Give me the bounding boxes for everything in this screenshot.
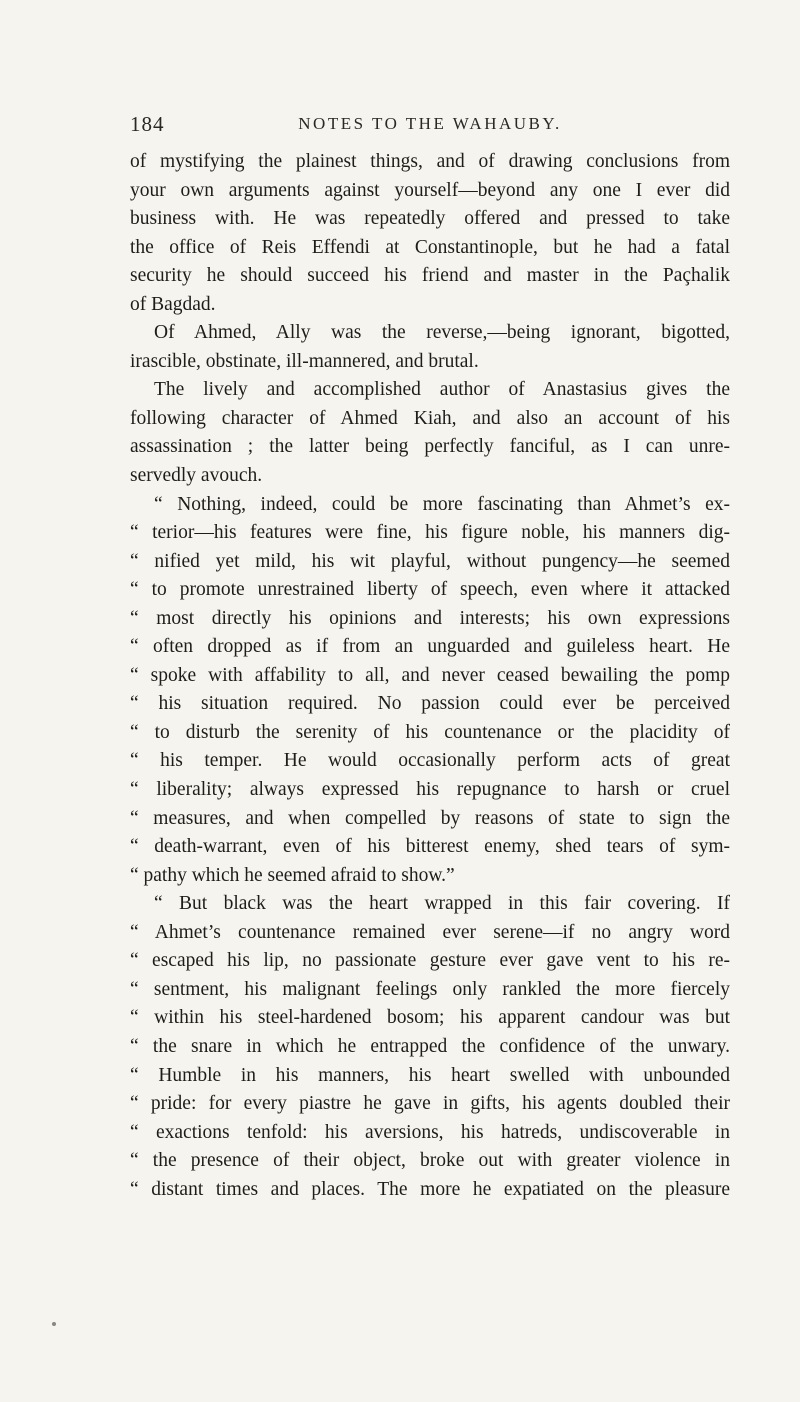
text-line: following character of Ahmed Kiah, and also an account of his [130,407,730,429]
text-line: “ nified yet mild, his wit playful, without pungency—he seemed [130,550,730,572]
text-line: “ most directly his opinions and interests; his own expressions [130,607,730,629]
text-line: business with. He was repeatedly offered and pressed to take [130,208,730,230]
text-line: “ his temper. He would occasionally perform acts of great [130,750,730,772]
text-line: “ Nothing, indeed, could be more fascinating than Ahmet’s ex- [154,493,730,515]
text-line: “ the presence of their object, broke out with greater violence in [130,1150,730,1172]
text-line: “ to disturb the serenity of his countenance or the placidity of [130,721,730,743]
text-line: “ Humble in his manners, his heart swelled with unbounded [130,1064,730,1086]
text-line: “ death-warrant, even of his bitterest enemy, shed tears of sym- [130,836,730,858]
text-line: of mystifying the plainest things, and of drawing conclusions from [130,151,730,172]
text-line: “ pride: for every piastre he gave in gifts, his agents doubled their [130,1093,730,1115]
page-number: 184 [130,112,165,136]
page-header [130,112,730,138]
text-line: “ Ahmet’s countenance remained ever serene—if no angry word [130,921,730,943]
text-line: security he should succeed his friend and master in the Paçhalik [130,265,730,287]
body-text [130,148,730,1204]
text-line: “ measures, and when compelled by reasons of state to sign the [130,807,730,829]
text-line: The lively and accomplished author of Anastasius gives the [154,379,730,401]
text-line: “ his situation required. No passion could ever be perceived [130,693,730,715]
text-line: “ But black was the heart wrapped in this fair covering. If [154,893,730,915]
text-line: irascible, obstinate, ill-mannered, and brutal. [130,350,479,372]
text-line: “ spoke with affability to all, and never ceased bewailing the pomp [130,664,730,686]
text-line: “ often dropped as if from an unguarded and guileless heart. He [130,636,730,658]
running-head: NOTES TO THE WAHAUBY. [298,114,562,133]
text-line: assassination ; the latter being perfectly fanciful, as I can unre- [130,436,730,458]
text-line: Of Ahmed, Ally was the reverse,—being ignorant, bigotted, [154,322,730,344]
text-line: “ within his steel-hardened bosom; his apparent candour was but [130,1007,730,1029]
text-line: “ terior—his features were fine, his figure noble, his manners dig- [130,522,730,544]
text-line: “ sentment, his malignant feelings only rankled the more fiercely [130,978,730,1000]
text-line: your own arguments against yourself—beyond any one I ever did [130,179,730,201]
text-line: “ to promote unrestrained liberty of speech, even where it attacked [130,579,730,601]
text-line: of Bagdad. [130,293,216,315]
text-line: “ exactions tenfold: his aversions, his hatreds, undiscoverable in [130,1121,730,1143]
text-line: “ liberality; always expressed his repugnance to harsh or cruel [130,779,730,801]
ink-speck [52,1322,56,1326]
text-line: the office of Reis Effendi at Constantinople, but he had a fatal [130,236,730,258]
text-line: “ pathy which he seemed afraid to show.” [130,864,455,886]
text-line: servedly avouch. [130,465,263,487]
text-line: “ distant times and places. The more he expatiated on the pleasure [130,1178,730,1200]
text-line: “ the snare in which he entrapped the confidence of the unwary. [130,1035,730,1057]
text-line: “ escaped his lip, no passionate gesture ever gave vent to his re- [130,950,730,972]
